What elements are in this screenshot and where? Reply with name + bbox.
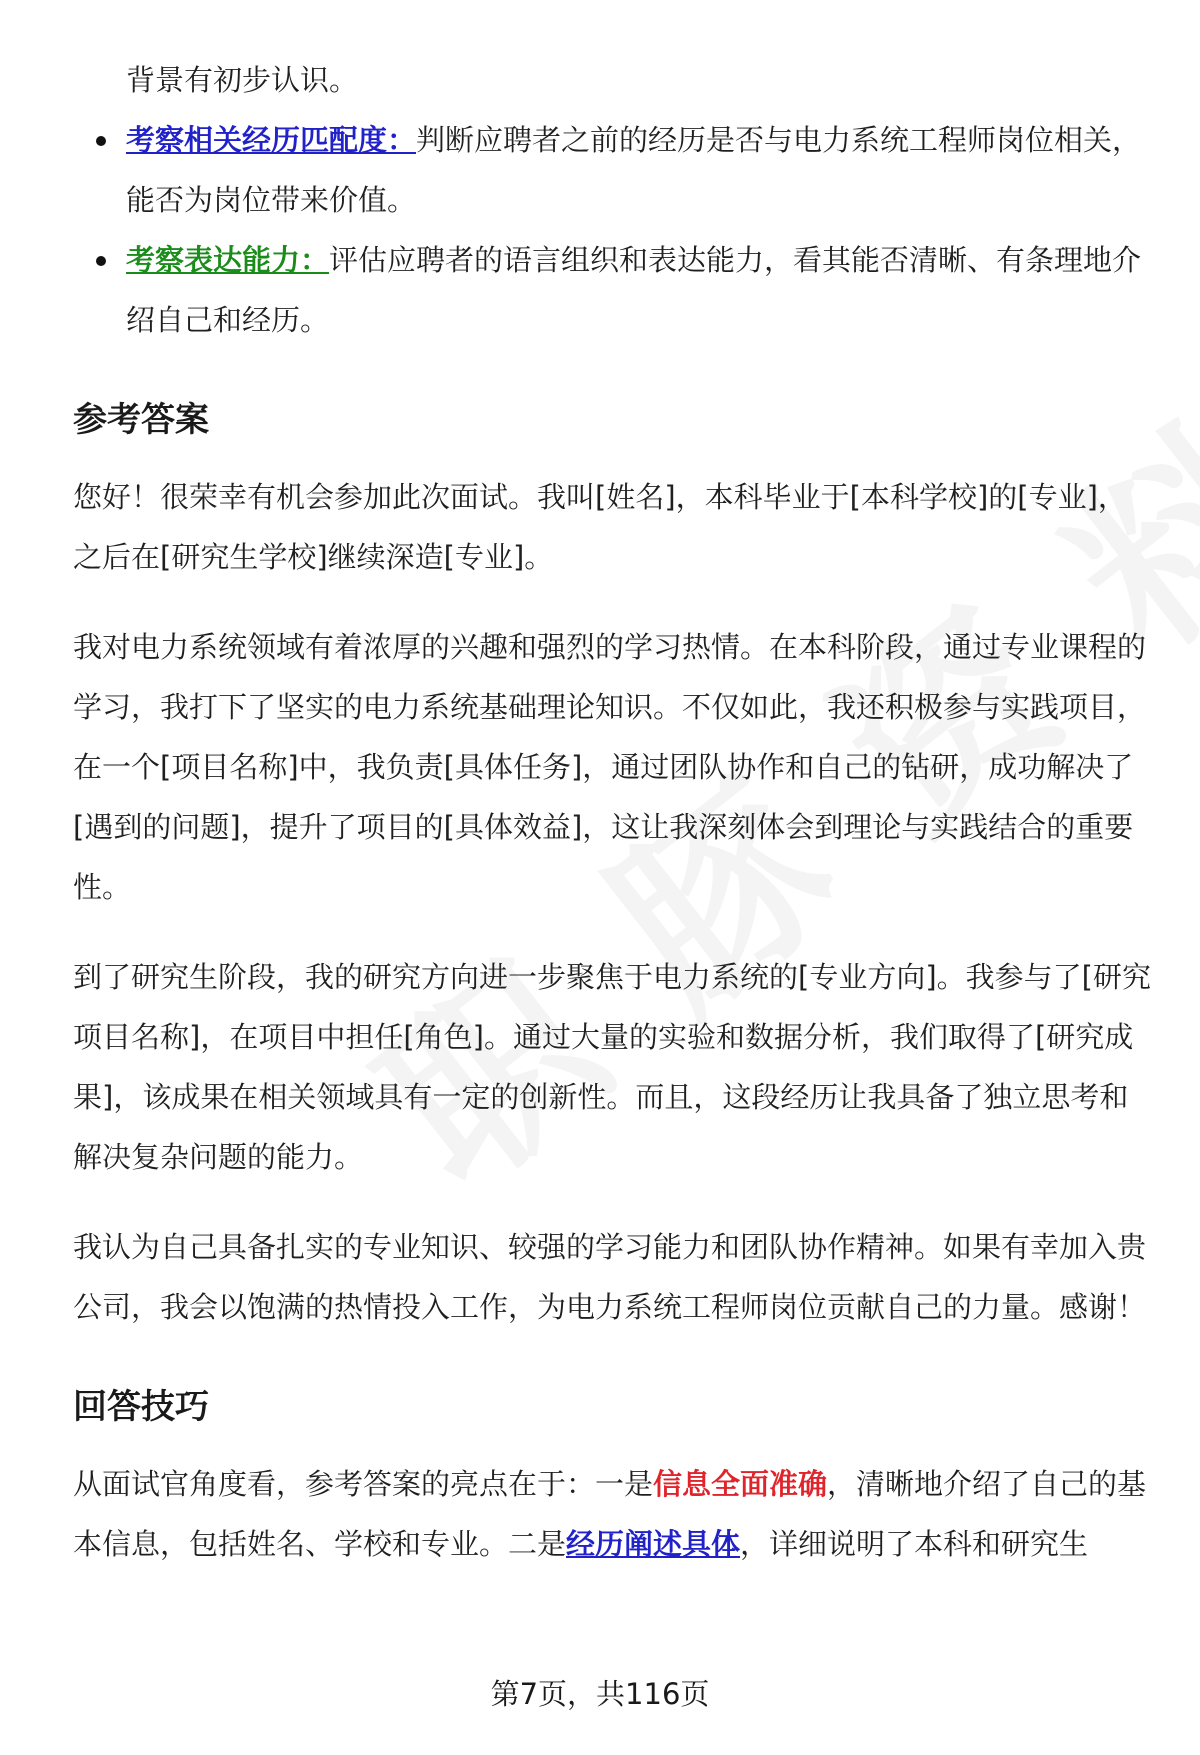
criteria-label: 考察表达能力：	[126, 243, 330, 277]
criteria-continuation: 背景有初步认识。	[126, 63, 359, 97]
tips-paragraph	[73, 1454, 1153, 1574]
bullet-dot-icon	[96, 136, 106, 146]
answer-paragraph: 我对电力系统领域有着浓厚的兴趣和强烈的学习热情。在本科阶段，通过专业课程的学习，我打下了坚实的电力系统基础理论知识。不仅如此，我还积极参与实践项目，在一个[项目名称]中，我负责[具体任务]，通过团队协作和自己的钻研，成功解决了[遇到的问题]，提升了项目的[具体效益]，这让我深刻体会到理论与实践结合的重要性。	[73, 630, 1147, 904]
tips-text: ，清晰地介绍了自己的基本信息，包括姓名、学校和专业。二是	[73, 1467, 1147, 1561]
tips-text: 从面试官角度看，参考答案的亮点在于：一是	[73, 1467, 654, 1501]
document-page	[73, 50, 1153, 1604]
section-heading-answer: 参考答案	[73, 400, 209, 440]
criteria-item-experience-match	[73, 110, 1153, 230]
answer-paragraph: 我认为自己具备扎实的专业知识、较强的学习能力和团队协作精神。如果有幸加入贵公司，我会以饱满的热情投入工作，为电力系统工程师岗位贡献自己的力量。感谢！	[73, 1230, 1147, 1324]
page-number-footer: 第7页，共116页	[490, 1677, 710, 1711]
answer-paragraph: 您好！很荣幸有机会参加此次面试。我叫[姓名]，本科毕业于[本科学校]的[专业]，之后在[研究生学校]继续深造[专业]。	[73, 480, 1127, 574]
criteria-label: 考察相关经历匹配度：	[126, 123, 417, 157]
section-heading-tips: 回答技巧	[73, 1387, 209, 1427]
bullet-dot-icon	[96, 256, 106, 266]
criteria-list	[73, 110, 1153, 350]
criteria-text: 评估应聘者的语言组织和表达能力，看其能否清晰、有条理地介绍自己和经历。	[126, 243, 1142, 337]
answer-paragraph: 到了研究生阶段，我的研究方向进一步聚焦于电力系统的[专业方向]。我参与了[研究项目名称]，在项目中担任[角色]。通过大量的实验和数据分析，我们取得了[研究成果]，该成果在相关领域具有一定的创新性。而且，这段经历让我具备了独立思考和解决复杂问题的能力。	[73, 960, 1151, 1174]
criteria-text: 判断应聘者之前的经历是否与电力系统工程师岗位相关，能否为岗位带来价值。	[126, 123, 1142, 217]
tips-highlight-red: 信息全面准确	[653, 1467, 828, 1501]
criteria-item-expression	[73, 230, 1153, 350]
tips-text: ，详细说明了本科和研究生	[740, 1527, 1089, 1561]
tips-highlight-blue: 经历阐述具体	[566, 1527, 741, 1561]
